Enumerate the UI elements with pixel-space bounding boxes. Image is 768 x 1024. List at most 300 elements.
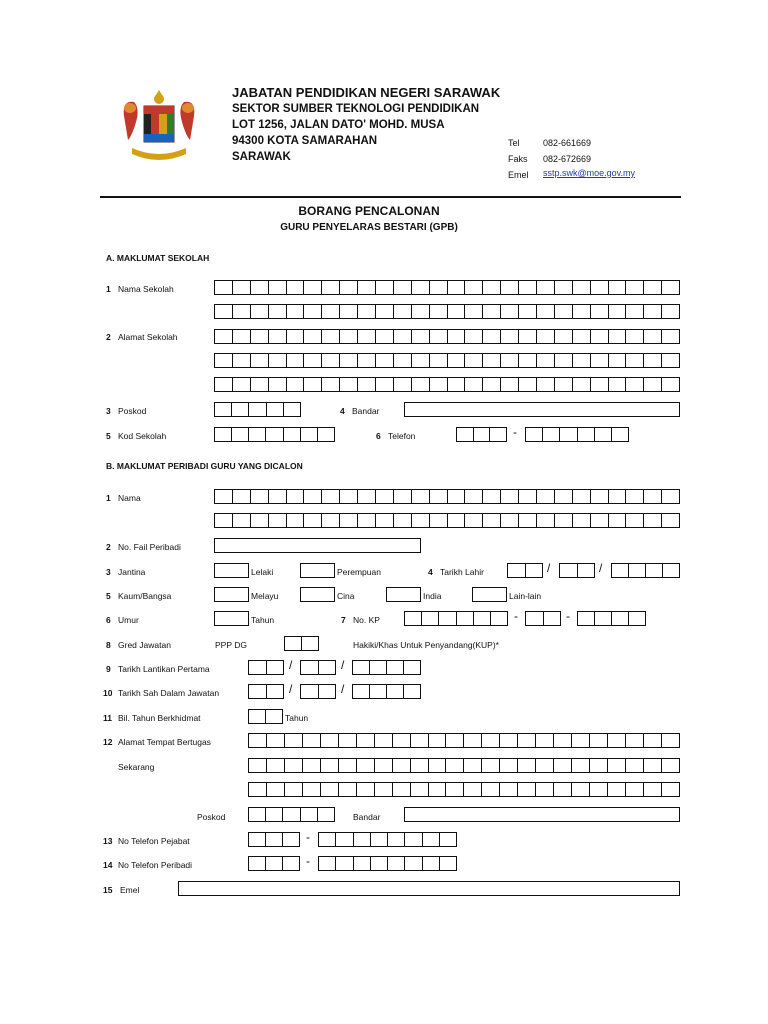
char-box[interactable] [662, 330, 679, 343]
char-box[interactable] [215, 330, 233, 343]
char-box[interactable] [501, 281, 519, 294]
char-box[interactable] [358, 514, 376, 527]
char-box[interactable] [446, 759, 464, 772]
char-box[interactable] [464, 734, 482, 747]
char-box[interactable] [376, 490, 394, 503]
char-box[interactable] [249, 833, 266, 846]
telefon-area-boxes[interactable] [456, 427, 507, 442]
alamat-tempat-boxes-1[interactable] [248, 733, 680, 748]
char-box[interactable] [626, 783, 644, 796]
char-box[interactable] [304, 514, 322, 527]
alamat-sekolah-boxes-3[interactable] [214, 377, 680, 392]
char-box[interactable] [283, 808, 300, 821]
char-box[interactable] [609, 354, 627, 367]
char-box[interactable] [322, 354, 340, 367]
char-box[interactable] [283, 833, 299, 846]
char-box[interactable] [339, 734, 357, 747]
char-box[interactable] [405, 612, 422, 625]
char-box[interactable] [336, 833, 353, 846]
char-box[interactable] [233, 514, 251, 527]
char-box[interactable] [429, 734, 447, 747]
char-box[interactable] [554, 734, 572, 747]
char-box[interactable] [319, 857, 336, 870]
char-box[interactable] [340, 305, 358, 318]
char-box[interactable] [266, 833, 283, 846]
no-fail-field[interactable] [214, 538, 421, 553]
char-box[interactable] [301, 661, 319, 674]
char-box[interactable] [251, 490, 269, 503]
char-box[interactable] [644, 305, 662, 318]
char-box[interactable] [370, 661, 387, 674]
char-box[interactable] [376, 514, 394, 527]
umur-field[interactable] [214, 611, 249, 626]
char-box[interactable] [319, 833, 336, 846]
char-box[interactable] [464, 783, 482, 796]
char-box[interactable] [357, 759, 375, 772]
char-box[interactable] [336, 857, 353, 870]
char-box[interactable] [537, 330, 555, 343]
char-box[interactable] [287, 378, 305, 391]
char-box[interactable] [474, 428, 491, 441]
char-box[interactable] [269, 514, 287, 527]
char-box[interactable] [591, 378, 609, 391]
char-box[interactable] [215, 281, 233, 294]
char-box[interactable] [405, 833, 422, 846]
char-box[interactable] [555, 490, 573, 503]
char-box[interactable] [304, 378, 322, 391]
char-box[interactable] [429, 783, 447, 796]
char-box[interactable] [626, 330, 644, 343]
char-box[interactable] [644, 783, 662, 796]
char-box[interactable] [393, 783, 411, 796]
char-box[interactable] [662, 734, 679, 747]
char-box[interactable] [287, 305, 305, 318]
char-box[interactable] [482, 759, 500, 772]
char-box[interactable] [412, 354, 430, 367]
char-box[interactable] [430, 281, 448, 294]
char-box[interactable] [662, 354, 679, 367]
char-box[interactable] [393, 734, 411, 747]
char-box[interactable] [412, 490, 430, 503]
char-box[interactable] [646, 564, 663, 577]
char-box[interactable] [555, 281, 573, 294]
char-box[interactable] [233, 354, 251, 367]
char-box[interactable] [287, 354, 305, 367]
char-box[interactable] [303, 734, 321, 747]
lantikan-year-boxes[interactable] [352, 660, 421, 675]
char-box[interactable] [251, 354, 269, 367]
char-box[interactable] [448, 490, 466, 503]
char-box[interactable] [303, 759, 321, 772]
char-box[interactable] [340, 330, 358, 343]
char-box[interactable] [465, 281, 483, 294]
char-box[interactable] [404, 661, 420, 674]
char-box[interactable] [591, 490, 609, 503]
char-box[interactable] [491, 612, 507, 625]
char-box[interactable] [249, 759, 267, 772]
char-box[interactable] [519, 514, 537, 527]
char-box[interactable] [483, 330, 501, 343]
char-box[interactable] [560, 428, 577, 441]
char-box[interactable] [508, 564, 526, 577]
char-box[interactable] [465, 305, 483, 318]
char-box[interactable] [321, 734, 339, 747]
char-box[interactable] [608, 734, 626, 747]
char-box[interactable] [662, 305, 679, 318]
char-box[interactable] [249, 661, 267, 674]
char-box[interactable] [387, 661, 404, 674]
char-box[interactable] [448, 354, 466, 367]
char-box[interactable] [572, 783, 590, 796]
char-box[interactable] [500, 783, 518, 796]
char-box[interactable] [519, 305, 537, 318]
char-box[interactable] [519, 354, 537, 367]
char-box[interactable] [626, 734, 644, 747]
char-box[interactable] [526, 564, 543, 577]
char-box[interactable] [430, 330, 448, 343]
telefon-number-boxes[interactable] [525, 427, 629, 442]
char-box[interactable] [555, 514, 573, 527]
char-box[interactable] [483, 378, 501, 391]
char-box[interactable] [269, 330, 287, 343]
char-box[interactable] [609, 378, 627, 391]
char-box[interactable] [340, 514, 358, 527]
char-box[interactable] [591, 330, 609, 343]
char-box[interactable] [430, 490, 448, 503]
char-box[interactable] [304, 330, 322, 343]
char-box[interactable] [537, 305, 555, 318]
tempat-poskod-boxes[interactable] [248, 807, 335, 822]
char-box[interactable] [483, 305, 501, 318]
char-box[interactable] [304, 490, 322, 503]
char-box[interactable] [430, 378, 448, 391]
bandar-field[interactable] [404, 402, 680, 417]
char-box[interactable] [394, 305, 412, 318]
pejabat-number-boxes[interactable] [318, 832, 457, 847]
alamat-sekolah-boxes-1[interactable] [214, 329, 680, 344]
char-box[interactable] [457, 428, 474, 441]
lelaki-checkbox[interactable] [214, 563, 249, 578]
poskod-boxes[interactable] [214, 402, 301, 417]
char-box[interactable] [590, 783, 608, 796]
char-box[interactable] [269, 305, 287, 318]
char-box[interactable] [354, 857, 371, 870]
char-box[interactable] [537, 378, 555, 391]
char-box[interactable] [465, 354, 483, 367]
char-box[interactable] [321, 783, 339, 796]
alamat-sekolah-boxes-2[interactable] [214, 353, 680, 368]
char-box[interactable] [249, 857, 266, 870]
char-box[interactable] [591, 514, 609, 527]
char-box[interactable] [394, 330, 412, 343]
char-box[interactable] [663, 564, 679, 577]
char-box[interactable] [518, 734, 536, 747]
char-box[interactable] [215, 305, 233, 318]
lain-lain-checkbox[interactable] [472, 587, 507, 602]
char-box[interactable] [287, 490, 305, 503]
char-box[interactable] [304, 305, 322, 318]
char-box[interactable] [501, 354, 519, 367]
char-box[interactable] [269, 354, 287, 367]
char-box[interactable] [608, 759, 626, 772]
char-box[interactable] [358, 490, 376, 503]
char-box[interactable] [251, 378, 269, 391]
char-box[interactable] [215, 428, 232, 441]
char-box[interactable] [284, 428, 301, 441]
char-box[interactable] [353, 661, 370, 674]
char-box[interactable] [215, 514, 233, 527]
char-box[interactable] [644, 354, 662, 367]
emel-field[interactable] [178, 881, 680, 896]
char-box[interactable] [482, 734, 500, 747]
char-box[interactable] [578, 428, 595, 441]
char-box[interactable] [483, 490, 501, 503]
char-box[interactable] [501, 378, 519, 391]
char-box[interactable] [266, 857, 283, 870]
char-box[interactable] [644, 734, 662, 747]
char-box[interactable] [387, 685, 404, 698]
char-box[interactable] [376, 281, 394, 294]
char-box[interactable] [662, 281, 679, 294]
char-box[interactable] [303, 783, 321, 796]
char-box[interactable] [612, 428, 628, 441]
char-box[interactable] [537, 490, 555, 503]
char-box[interactable] [555, 305, 573, 318]
char-box[interactable] [440, 857, 456, 870]
char-box[interactable] [394, 514, 412, 527]
alamat-tempat-boxes-2[interactable] [248, 758, 680, 773]
char-box[interactable] [358, 378, 376, 391]
peribadi-number-boxes[interactable] [318, 856, 457, 871]
char-box[interactable] [519, 281, 537, 294]
char-box[interactable] [537, 354, 555, 367]
char-box[interactable] [591, 305, 609, 318]
char-box[interactable] [375, 734, 393, 747]
char-box[interactable] [251, 514, 269, 527]
char-box[interactable] [215, 490, 233, 503]
kp-part3-boxes[interactable] [577, 611, 646, 626]
char-box[interactable] [266, 428, 283, 441]
char-box[interactable] [573, 490, 591, 503]
char-box[interactable] [393, 759, 411, 772]
char-box[interactable] [269, 490, 287, 503]
char-box[interactable] [283, 857, 299, 870]
char-box[interactable] [518, 759, 536, 772]
char-box[interactable] [644, 514, 662, 527]
char-box[interactable] [519, 330, 537, 343]
char-box[interactable] [319, 685, 336, 698]
char-box[interactable] [285, 759, 303, 772]
perempuan-checkbox[interactable] [300, 563, 335, 578]
sah-month-boxes[interactable] [300, 684, 336, 699]
char-box[interactable] [215, 378, 233, 391]
char-box[interactable] [483, 354, 501, 367]
char-box[interactable] [267, 734, 285, 747]
char-box[interactable] [251, 305, 269, 318]
char-box[interactable] [376, 378, 394, 391]
char-box[interactable] [439, 612, 456, 625]
char-box[interactable] [626, 305, 644, 318]
char-box[interactable] [340, 281, 358, 294]
char-box[interactable] [662, 490, 679, 503]
char-box[interactable] [644, 281, 662, 294]
char-box[interactable] [609, 281, 627, 294]
char-box[interactable] [662, 378, 679, 391]
char-box[interactable] [518, 783, 536, 796]
char-box[interactable] [629, 612, 645, 625]
char-box[interactable] [609, 514, 627, 527]
char-box[interactable] [662, 514, 679, 527]
char-box[interactable] [287, 514, 305, 527]
nama-boxes-1[interactable] [214, 489, 680, 504]
char-box[interactable] [573, 354, 591, 367]
char-box[interactable] [318, 428, 334, 441]
char-box[interactable] [412, 281, 430, 294]
char-box[interactable] [249, 403, 266, 416]
char-box[interactable] [249, 428, 266, 441]
char-box[interactable] [440, 833, 456, 846]
char-box[interactable] [269, 378, 287, 391]
char-box[interactable] [501, 490, 519, 503]
char-box[interactable] [233, 490, 251, 503]
char-box[interactable] [301, 685, 319, 698]
gred-boxes[interactable] [284, 636, 319, 651]
char-box[interactable] [388, 857, 405, 870]
char-box[interactable] [465, 330, 483, 343]
char-box[interactable] [573, 378, 591, 391]
char-box[interactable] [526, 612, 544, 625]
char-box[interactable] [388, 833, 405, 846]
char-box[interactable] [573, 330, 591, 343]
char-box[interactable] [626, 759, 644, 772]
char-box[interactable] [448, 378, 466, 391]
char-box[interactable] [464, 759, 482, 772]
char-box[interactable] [591, 354, 609, 367]
char-box[interactable] [554, 759, 572, 772]
lantikan-month-boxes[interactable] [300, 660, 336, 675]
char-box[interactable] [448, 305, 466, 318]
char-box[interactable] [251, 330, 269, 343]
char-box[interactable] [411, 783, 429, 796]
char-box[interactable] [267, 685, 284, 698]
char-box[interactable] [474, 612, 491, 625]
char-box[interactable] [429, 759, 447, 772]
char-box[interactable] [501, 305, 519, 318]
char-box[interactable] [411, 759, 429, 772]
lahir-day-boxes[interactable] [507, 563, 543, 578]
char-box[interactable] [232, 403, 249, 416]
char-box[interactable] [412, 378, 430, 391]
char-box[interactable] [233, 378, 251, 391]
char-box[interactable] [249, 685, 267, 698]
char-box[interactable] [446, 783, 464, 796]
char-box[interactable] [340, 354, 358, 367]
char-box[interactable] [267, 783, 285, 796]
kp-part2-boxes[interactable] [525, 611, 561, 626]
char-box[interactable] [662, 759, 679, 772]
char-box[interactable] [319, 661, 336, 674]
lantikan-day-boxes[interactable] [248, 660, 284, 675]
pejabat-area-boxes[interactable] [248, 832, 300, 847]
char-box[interactable] [340, 490, 358, 503]
char-box[interactable] [375, 759, 393, 772]
char-box[interactable] [536, 759, 554, 772]
char-box[interactable] [301, 808, 318, 821]
char-box[interactable] [608, 783, 626, 796]
char-box[interactable] [371, 833, 388, 846]
char-box[interactable] [412, 330, 430, 343]
char-box[interactable] [591, 281, 609, 294]
char-box[interactable] [609, 305, 627, 318]
char-box[interactable] [322, 305, 340, 318]
char-box[interactable] [430, 514, 448, 527]
char-box[interactable] [590, 734, 608, 747]
char-box[interactable] [423, 857, 440, 870]
cina-checkbox[interactable] [300, 587, 335, 602]
char-box[interactable] [572, 759, 590, 772]
char-box[interactable] [644, 330, 662, 343]
char-box[interactable] [285, 783, 303, 796]
char-box[interactable] [322, 378, 340, 391]
char-box[interactable] [501, 514, 519, 527]
char-box[interactable] [536, 734, 554, 747]
char-box[interactable] [626, 514, 644, 527]
char-box[interactable] [322, 490, 340, 503]
char-box[interactable] [662, 783, 679, 796]
char-box[interactable] [339, 783, 357, 796]
char-box[interactable] [267, 403, 284, 416]
char-box[interactable] [430, 305, 448, 318]
char-box[interactable] [500, 759, 518, 772]
char-box[interactable] [285, 637, 302, 650]
char-box[interactable] [519, 378, 537, 391]
char-box[interactable] [526, 428, 543, 441]
char-box[interactable] [482, 783, 500, 796]
char-box[interactable] [266, 710, 282, 723]
nama-boxes-2[interactable] [214, 513, 680, 528]
nama-sekolah-boxes-2[interactable] [214, 304, 680, 319]
char-box[interactable] [301, 428, 318, 441]
char-box[interactable] [249, 734, 267, 747]
char-box[interactable] [544, 612, 561, 625]
char-box[interactable] [249, 710, 266, 723]
char-box[interactable] [644, 490, 662, 503]
char-box[interactable] [287, 281, 305, 294]
char-box[interactable] [573, 514, 591, 527]
char-box[interactable] [423, 833, 440, 846]
char-box[interactable] [321, 759, 339, 772]
char-box[interactable] [376, 354, 394, 367]
char-box[interactable] [537, 281, 555, 294]
char-box[interactable] [483, 514, 501, 527]
char-box[interactable] [404, 685, 420, 698]
char-box[interactable] [595, 428, 612, 441]
tempat-bandar-field[interactable] [404, 807, 680, 822]
char-box[interactable] [376, 305, 394, 318]
char-box[interactable] [573, 281, 591, 294]
char-box[interactable] [537, 514, 555, 527]
char-box[interactable] [287, 330, 305, 343]
char-box[interactable] [302, 637, 318, 650]
char-box[interactable] [560, 564, 578, 577]
char-box[interactable] [394, 378, 412, 391]
char-box[interactable] [457, 612, 474, 625]
char-box[interactable] [430, 354, 448, 367]
char-box[interactable] [483, 281, 501, 294]
char-box[interactable] [304, 281, 322, 294]
char-box[interactable] [249, 808, 266, 821]
char-box[interactable] [266, 808, 283, 821]
